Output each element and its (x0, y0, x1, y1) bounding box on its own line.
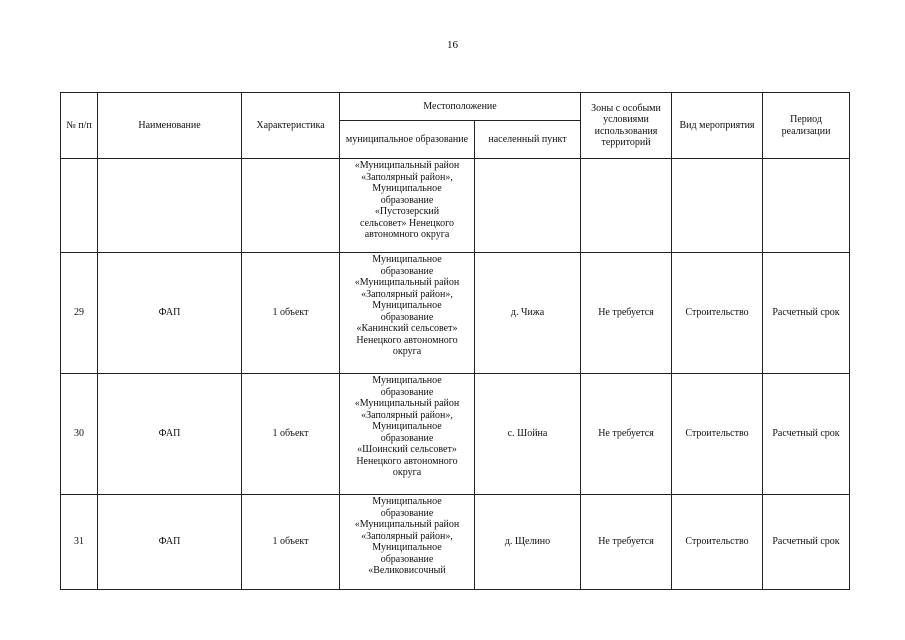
header-municipality: муниципальное образование (340, 121, 475, 159)
cell-settlement: с. Шойна (475, 374, 581, 495)
header-characteristic: Характеристика (242, 93, 340, 159)
municipality-line: «Великовисочный (368, 565, 446, 576)
header-period: Период реализации (763, 93, 850, 159)
header-num: № п/п (61, 93, 98, 159)
cell-settlement: д. Щелино (475, 495, 581, 590)
municipality-line: образование (380, 553, 434, 565)
cell-name: ФАП (98, 374, 242, 495)
cell-characteristic (242, 159, 340, 253)
cell-settlement: д. Чижа (475, 253, 581, 374)
municipality-line: «Заполярный район», (361, 409, 453, 421)
cell-zones: Не требуется (581, 253, 672, 374)
cell-characteristic: 1 объект (242, 253, 340, 374)
municipality-line: «Муниципальный район (354, 160, 460, 171)
header-zones: Зоны с особыми условиями использования территорий (581, 93, 672, 159)
municipality-line: округа (392, 346, 422, 357)
cell-characteristic: 1 объект (242, 374, 340, 495)
cell-municipality (340, 495, 475, 590)
cell-num (61, 159, 98, 253)
cell-zones: Не требуется (581, 374, 672, 495)
table-row (61, 253, 850, 374)
cell-municipality (340, 253, 475, 374)
municipality-line: Муниципальное (372, 254, 442, 265)
cell-activity: Строительство (672, 374, 763, 495)
cell-zones: Не требуется (581, 495, 672, 590)
table-row (61, 374, 850, 495)
municipality-line: Ненецкого автономного (356, 455, 458, 467)
municipality-line: автономного округа (364, 229, 450, 240)
cell-characteristic: 1 объект (242, 495, 340, 590)
cell-name: ФАП (98, 495, 242, 590)
cell-period (763, 159, 850, 253)
table-row (61, 159, 850, 253)
cell-zones (581, 159, 672, 253)
table-row (61, 495, 850, 590)
cell-name: ФАП (98, 253, 242, 374)
cell-period: Расчетный срок (763, 253, 850, 374)
municipality-line: образование (380, 265, 434, 277)
municipality-line: образование (380, 432, 434, 444)
cell-num: 29 (61, 253, 98, 374)
municipality-line: Муниципальное (372, 300, 442, 311)
municipality-line: Муниципальное (372, 183, 442, 194)
municipality-line: округа (392, 467, 422, 478)
cell-period: Расчетный срок (763, 495, 850, 590)
page-number: 16 (447, 39, 458, 51)
cell-activity: Строительство (672, 253, 763, 374)
municipality-line: «Пустозерский (374, 206, 440, 217)
municipality-line: «Муниципальный район (354, 398, 460, 409)
municipality-line: образование (380, 194, 434, 206)
municipality-line: «Заполярный район», (361, 171, 453, 183)
municipality-line: Муниципальное (372, 542, 442, 553)
municipality-line: Ненецкого автономного (356, 334, 458, 346)
header-activity: Вид мероприятия (672, 93, 763, 159)
municipality-line: «Заполярный район», (361, 530, 453, 542)
municipality-line: Муниципальное (372, 375, 442, 386)
cell-activity: Строительство (672, 495, 763, 590)
municipality-line: сельсовет» Ненецкого (360, 217, 454, 229)
header-location: Местоположение (340, 93, 581, 121)
cell-num: 30 (61, 374, 98, 495)
header-name: Наименование (98, 93, 242, 159)
municipality-line: «Канинский сельсовет» (356, 323, 458, 334)
municipality-line: образование (380, 311, 434, 323)
cell-num: 31 (61, 495, 98, 590)
header-settlement: населенный пункт (475, 121, 581, 159)
municipality-line: Муниципальное (372, 421, 442, 432)
municipality-line: образование (380, 507, 434, 519)
municipality-line: «Заполярный район», (361, 288, 453, 300)
cell-municipality (340, 159, 475, 253)
cell-activity (672, 159, 763, 253)
municipality-line: «Муниципальный район (354, 277, 460, 288)
cell-name (98, 159, 242, 253)
cell-municipality (340, 374, 475, 495)
municipality-line: «Муниципальный район (354, 519, 460, 530)
municipality-line: «Шоинский сельсовет» (357, 444, 457, 455)
cell-settlement (475, 159, 581, 253)
planning-table (60, 92, 850, 590)
municipality-line: Муниципальное (372, 496, 442, 507)
cell-period: Расчетный срок (763, 374, 850, 495)
municipality-line: образование (380, 386, 434, 398)
